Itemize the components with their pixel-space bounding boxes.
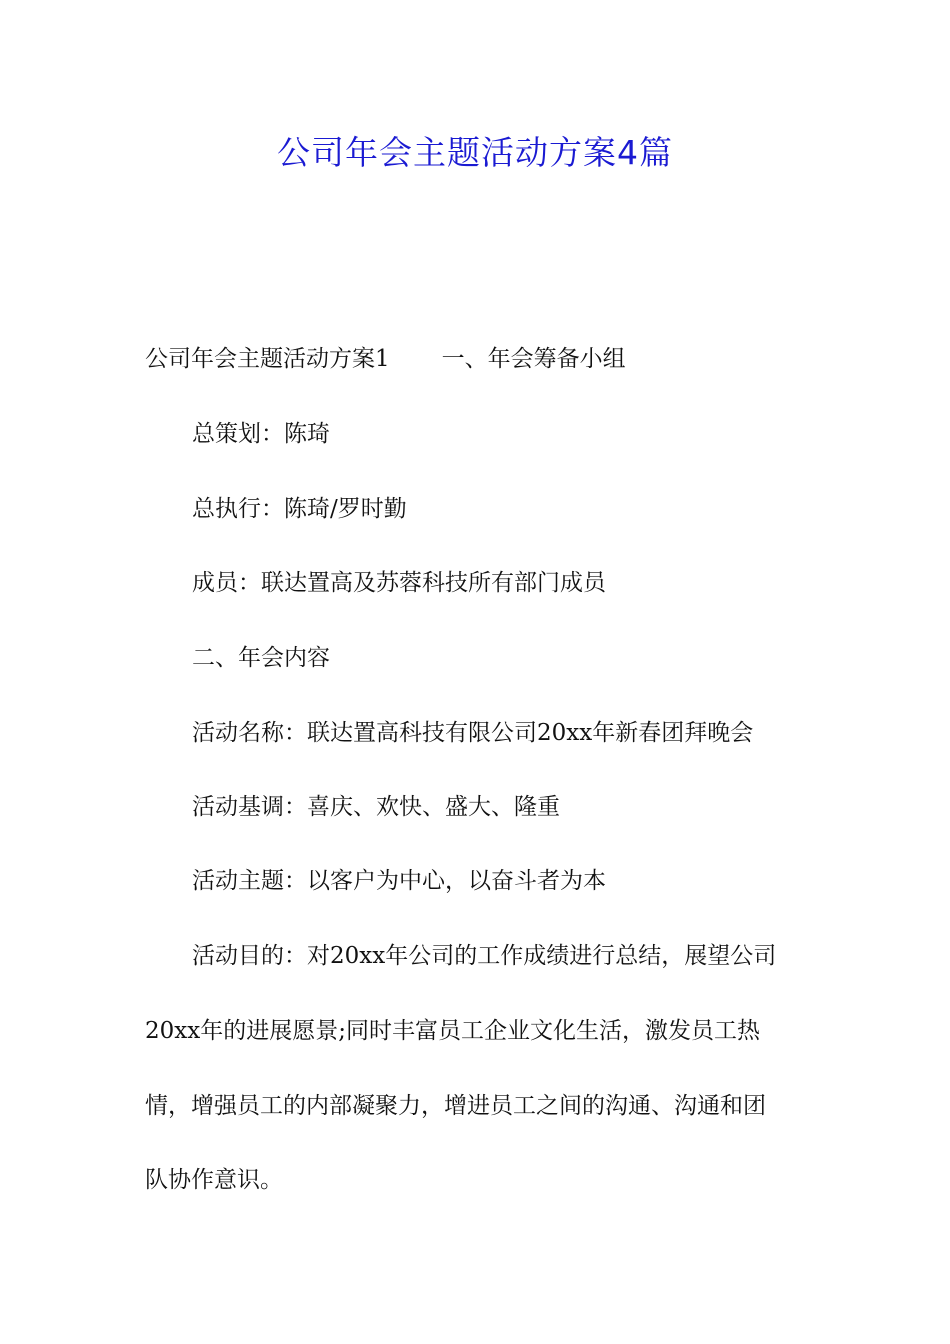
executor-line: 总执行：陈琦/罗时勤 (192, 496, 407, 522)
document-title: 公司年会主题活动方案4篇 (277, 133, 673, 172)
purpose-line-3: 情，增强员工的内部凝聚力，增进员工之间的沟通、沟通和团 (145, 1093, 766, 1119)
purpose-line-4: 队协作意识。 (145, 1167, 283, 1193)
section-heading-line (145, 342, 626, 376)
purpose-line-1: 活动目的：对20xx年公司的工作成绩进行总结，展望公司 (192, 943, 777, 969)
members-line: 成员：联达置高及苏蓉科技所有部门成员 (192, 570, 606, 596)
activity-name-line: 活动名称：联达置高科技有限公司20xx年新春团拜晚会 (192, 720, 754, 746)
planner-line: 总策划：陈琦 (192, 421, 330, 447)
part2-heading: 二、年会内容 (192, 645, 330, 671)
purpose-line-2: 20xx年的进展愿景;同时丰富员工企业文化生活，激发员工热 (145, 1018, 760, 1044)
activity-tone-line: 活动基调：喜庆、欢快、盛大、隆重 (192, 794, 560, 820)
section-heading: 公司年会主题活动方案1 (145, 346, 390, 372)
part1-heading: 一、年会筹备小组 (441, 346, 626, 372)
activity-theme-line: 活动主题：以客户为中心，以奋斗者为本 (192, 868, 606, 894)
